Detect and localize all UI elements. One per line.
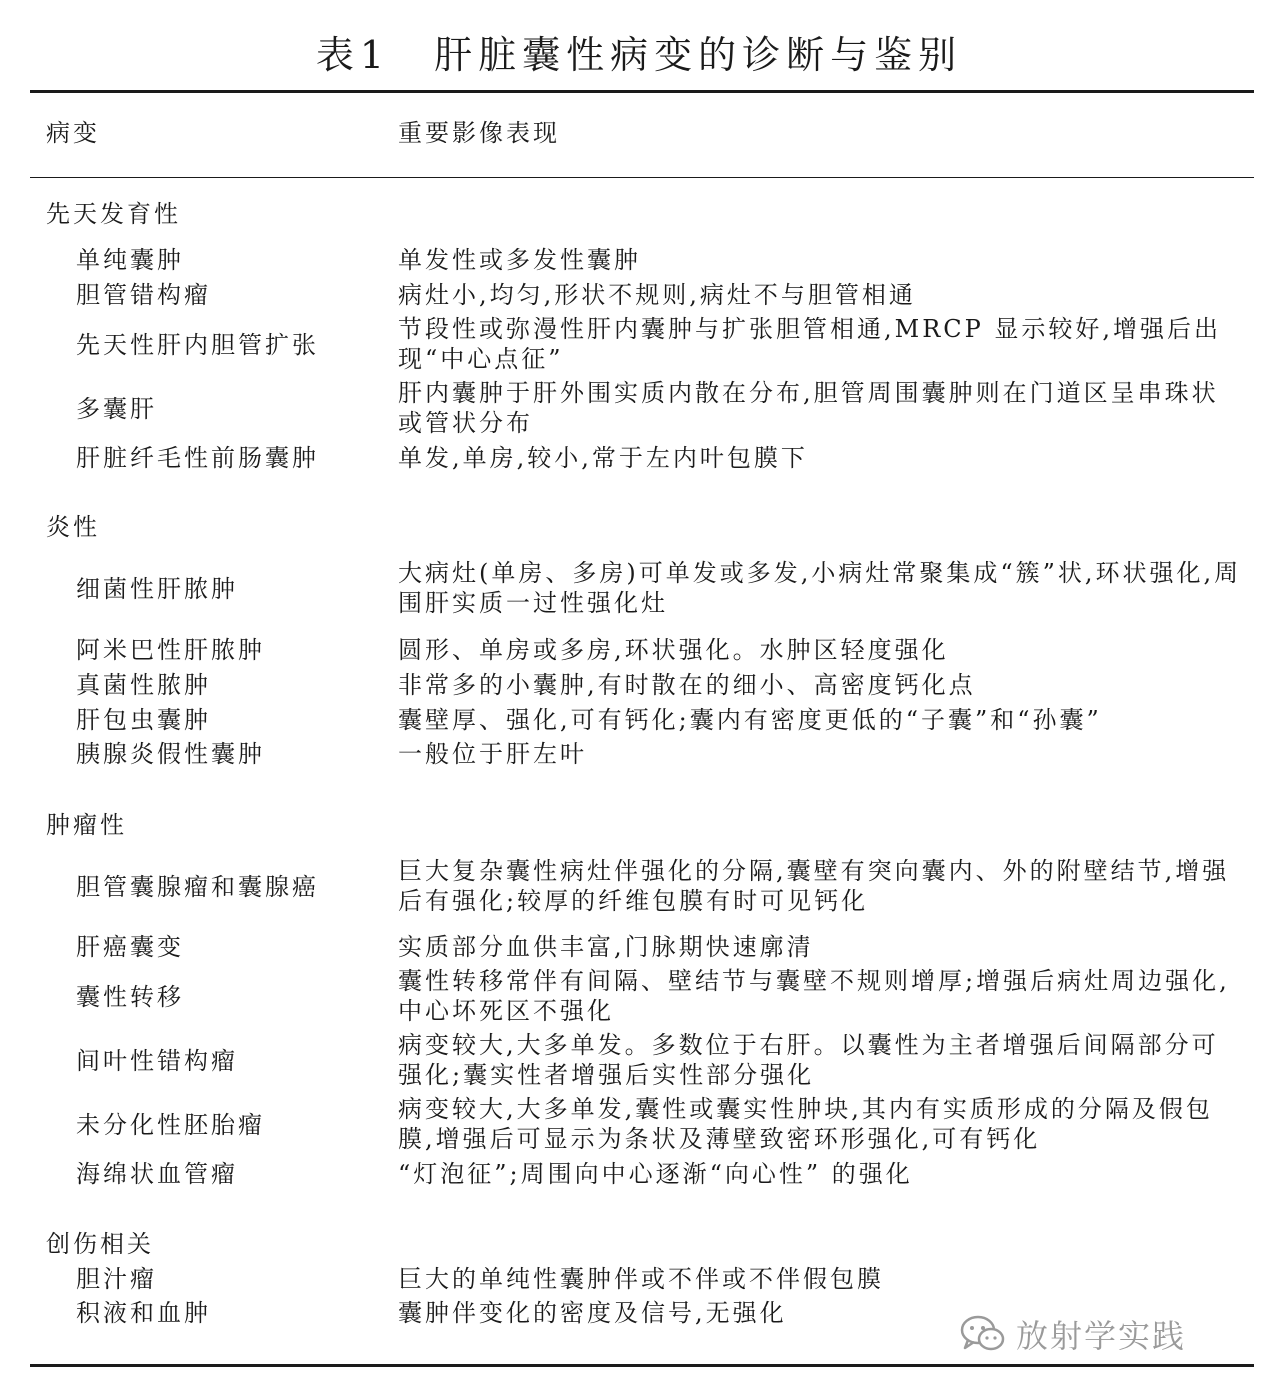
section-heading: 创伤相关 <box>46 1230 154 1258</box>
lesion-name: 胆汁瘤 <box>76 1265 157 1293</box>
imaging-finding: 巨大复杂囊性病灶伴强化的分隔,囊壁有突向囊内、外的附壁结节,增强后有强化;较厚的纤维包膜有时可见钙化 <box>398 857 1230 915</box>
lesion-name: 肝癌囊变 <box>76 933 184 961</box>
imaging-finding: 巨大的单纯性囊肿伴或不伴或不伴假包膜 <box>398 1265 884 1293</box>
top-rule <box>30 90 1254 93</box>
lesion-name: 胆管错构瘤 <box>76 281 211 309</box>
imaging-finding: 一般位于肝左叶 <box>398 740 587 768</box>
lesion-name: 阿米巴性肝脓肿 <box>76 636 265 664</box>
lesion-name: 积液和血肿 <box>76 1299 211 1327</box>
lesion-name: 多囊肝 <box>76 395 157 423</box>
imaging-finding: 囊壁厚、强化,可有钙化;囊内有密度更低的“子囊”和“孙囊” <box>398 706 1102 734</box>
lesion-name: 肝包虫囊肿 <box>76 706 211 734</box>
imaging-finding: 囊肿伴变化的密度及信号,无强化 <box>398 1299 787 1327</box>
section-heading: 炎性 <box>46 513 100 541</box>
header-rule <box>30 177 1254 178</box>
column-header-imaging: 重要影像表现 <box>398 119 560 147</box>
imaging-finding: 节段性或弥漫性肝内囊肿与扩张胆管相通,MRCP 显示较好,增强后出现“中心点征” <box>398 315 1222 373</box>
lesion-name: 囊性转移 <box>76 983 184 1011</box>
imaging-finding: 病变较大,大多单发,囊性或囊实性肿块,其内有实质形成的分隔及假包膜,增强后可显示为条状及薄壁致密环形强化,可有钙化 <box>398 1095 1213 1153</box>
imaging-finding: 实质部分血供丰富,门脉期快速廓清 <box>398 933 814 961</box>
wechat-icon <box>960 1314 1006 1354</box>
imaging-finding: 大病灶(单房、多房)可单发或多发,小病灶常聚集成“簇”状,环状强化,周围肝实质一过性强化灶 <box>398 559 1242 617</box>
watermark <box>960 1312 1186 1356</box>
watermark-text: 放射学实践 <box>1016 1317 1187 1355</box>
lesion-name: 胰腺炎假性囊肿 <box>76 740 265 768</box>
imaging-finding: 肝内囊肿于肝外围实质内散在分布,胆管周围囊肿则在门道区呈串珠状或管状分布 <box>398 379 1219 437</box>
imaging-finding: 单发,单房,较小,常于左内叶包膜下 <box>398 444 808 472</box>
lesion-name: 先天性肝内胆管扩张 <box>76 331 319 359</box>
table-title: 表1 肝脏囊性病变的诊断与鉴别 <box>315 33 963 77</box>
lesion-name: 真菌性脓肿 <box>76 671 211 699</box>
lesion-name: 细菌性肝脓肿 <box>76 575 238 603</box>
lesion-name: 未分化性胚胎瘤 <box>76 1111 265 1139</box>
lesion-name: 胆管囊腺瘤和囊腺癌 <box>76 873 319 901</box>
lesion-name: 间叶性错构瘤 <box>76 1047 238 1075</box>
bottom-rule <box>30 1364 1254 1367</box>
lesion-name: 海绵状血管瘤 <box>76 1160 238 1188</box>
lesion-name: 肝脏纤毛性前肠囊肿 <box>76 444 319 472</box>
imaging-finding: 单发性或多发性囊肿 <box>398 246 641 274</box>
imaging-finding: 非常多的小囊肿,有时散在的细小、高密度钙化点 <box>398 671 976 699</box>
column-header-lesion: 病变 <box>46 119 100 147</box>
imaging-finding: 囊性转移常伴有间隔、壁结节与囊壁不规则增厚;增强后病灶周边强化,中心坏死区不强化 <box>398 967 1230 1025</box>
lesion-name: 单纯囊肿 <box>76 246 184 274</box>
imaging-finding: 病变较大,大多单发。多数位于右肝。以囊性为主者增强后间隔部分可强化;囊实性者增强后实性部分强化 <box>398 1031 1219 1089</box>
imaging-finding: 病灶小,均匀,形状不规则,病灶不与胆管相通 <box>398 281 916 309</box>
section-heading: 肿瘤性 <box>46 811 127 839</box>
imaging-finding: 圆形、单房或多房,环状强化。水肿区轻度强化 <box>398 636 949 664</box>
section-heading: 先天发育性 <box>46 200 181 228</box>
imaging-finding: “灯泡征”;周围向中心逐渐“向心性” 的强化 <box>398 1160 913 1188</box>
